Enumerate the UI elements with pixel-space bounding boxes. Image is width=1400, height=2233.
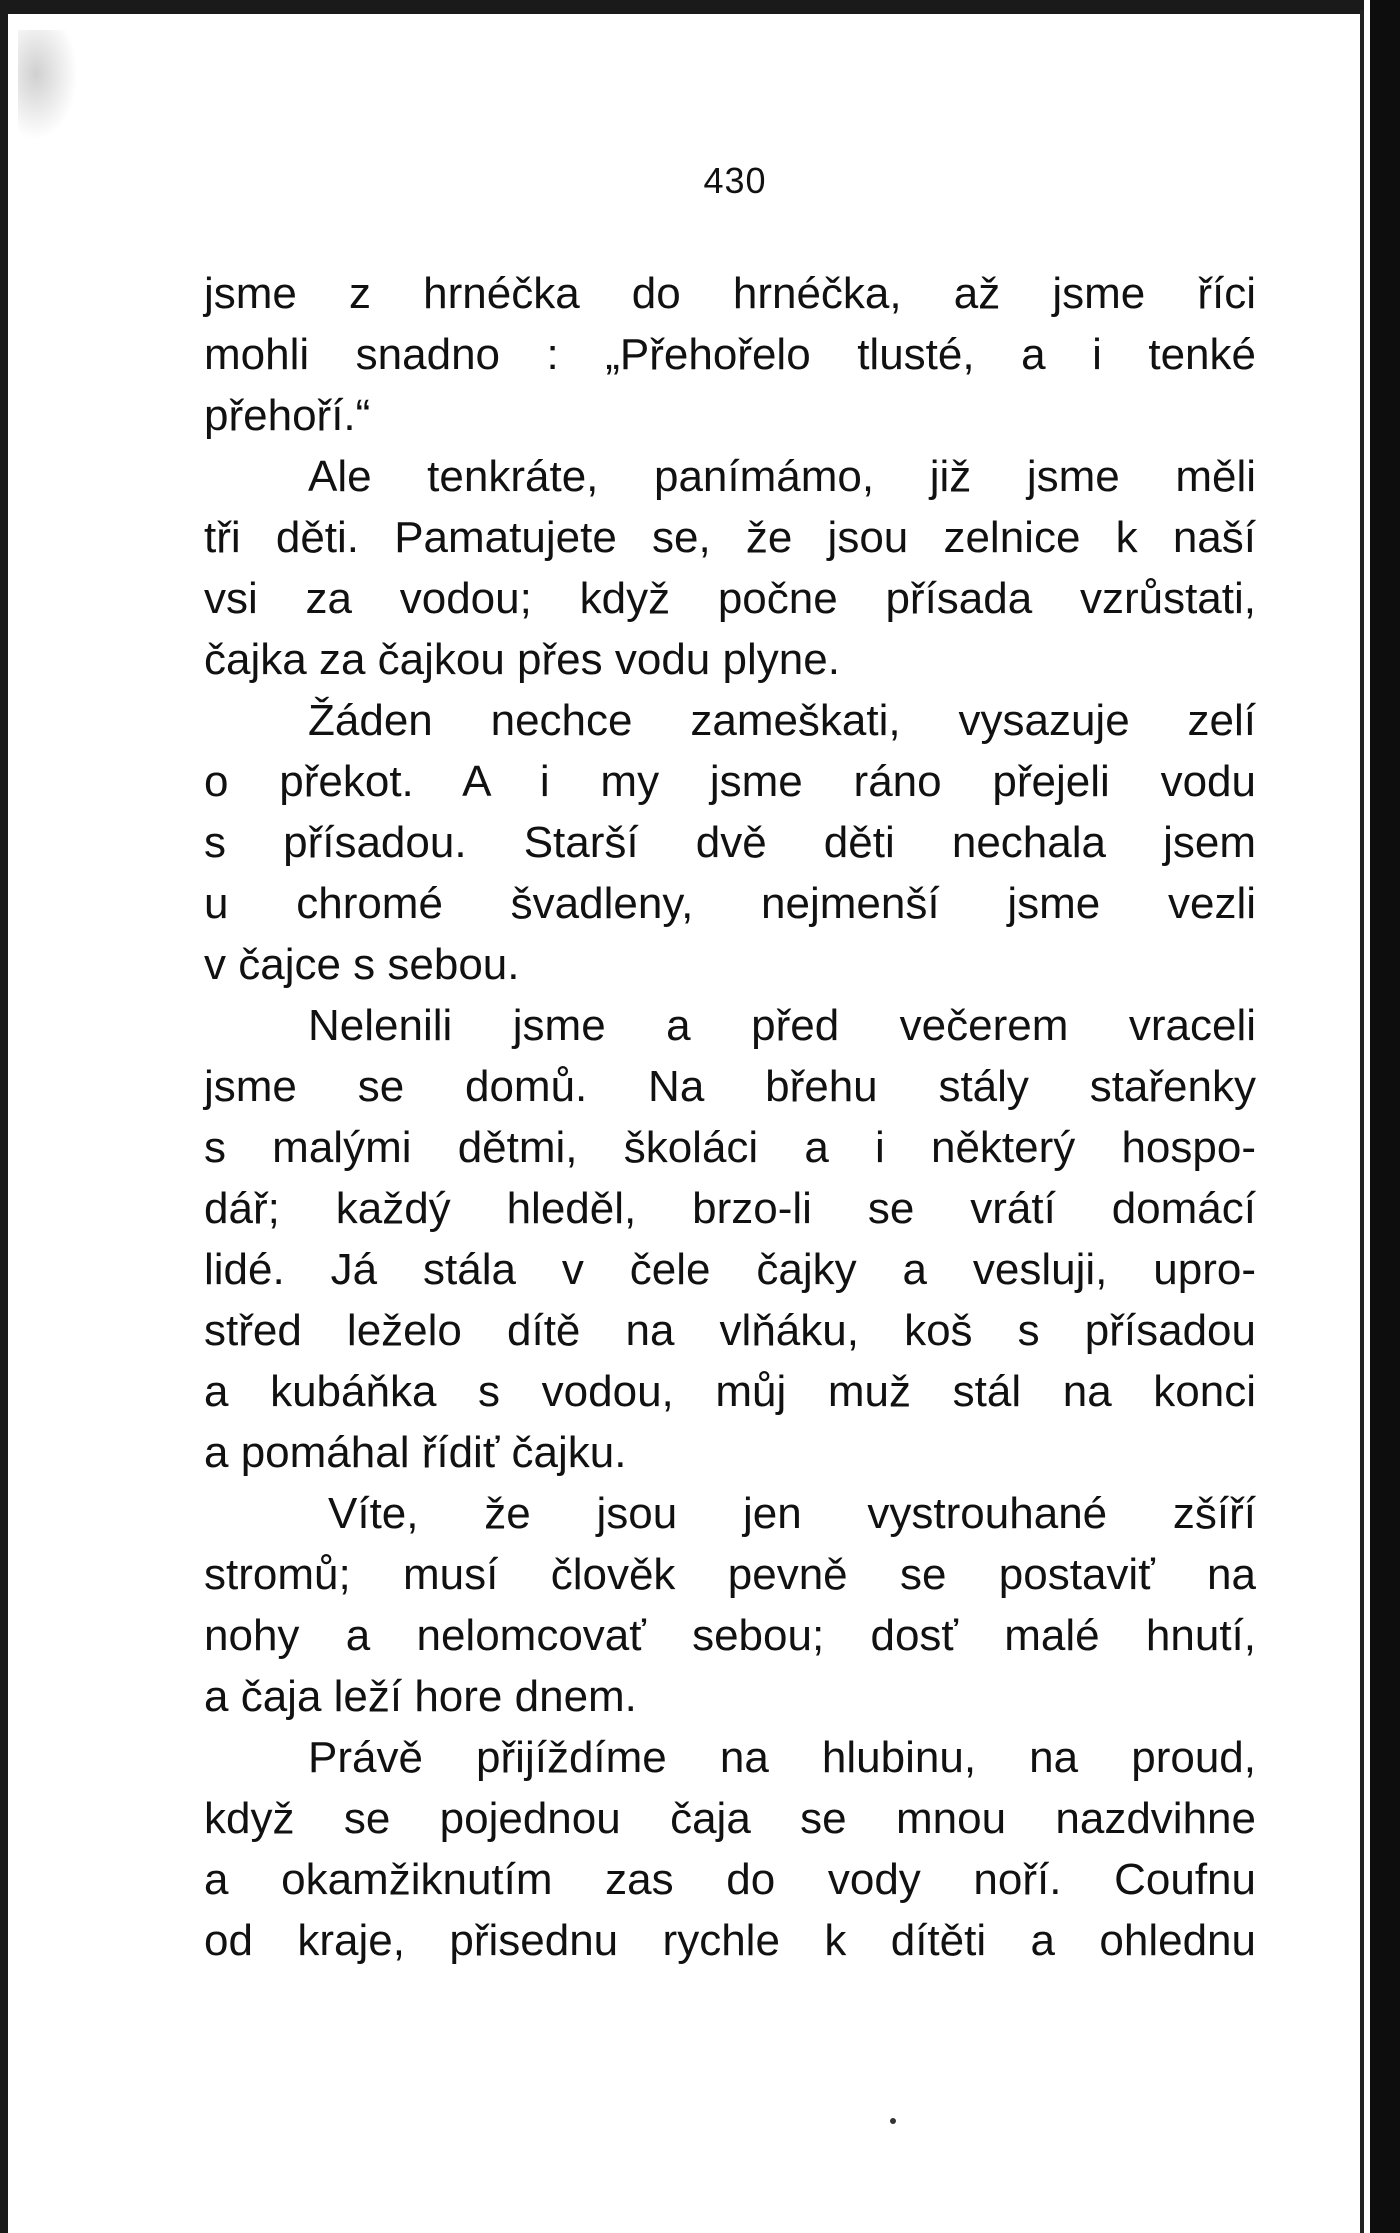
text-line: střed leželo dítě na vlňáku, koš s přísadou bbox=[204, 1306, 1256, 1355]
text-line: stromů; musí člověk pevně se postaviť na bbox=[204, 1550, 1256, 1599]
text-line: čajka za čajkou přes vodu plyne. bbox=[204, 635, 840, 684]
body-text bbox=[204, 263, 1256, 1971]
text-line: a kubáňka s vodou, můj muž stál na konci bbox=[204, 1367, 1256, 1416]
text-line: vsi za vodou; když počne přísada vzrůstati, bbox=[204, 574, 1256, 623]
text-line: a pomáhal řídiť čajku. bbox=[204, 1428, 627, 1477]
text-line: dář; každý hleděl, brzo-li se vrátí domácí bbox=[204, 1184, 1256, 1233]
text-line: jsme se domů. Na břehu stály stařenky bbox=[204, 1062, 1256, 1111]
text-line: o překot. A i my jsme ráno přejeli vodu bbox=[204, 757, 1256, 806]
text-line: Žáden nechce zameškati, vysazuje zelí bbox=[308, 696, 1256, 745]
text-line: u chromé švadleny, nejmenší jsme vezli bbox=[204, 879, 1256, 928]
text-line: jsme z hrnéčka do hrnéčka, až jsme říci bbox=[204, 269, 1256, 318]
text-line: od kraje, přisednu rychle k dítěti a ohlednu bbox=[204, 1916, 1256, 1965]
text-line: nohy a nelomcovať sebou; dosť malé hnutí, bbox=[204, 1611, 1256, 1660]
scan-speck bbox=[890, 2118, 896, 2124]
text-line: s malými dětmi, školáci a i některý hospo- bbox=[204, 1123, 1256, 1172]
text-line: a okamžiknutím zas do vody noří. Coufnu bbox=[204, 1855, 1256, 1904]
scan-smudge bbox=[18, 30, 78, 140]
text-line: a čaja leží hore dnem. bbox=[204, 1672, 637, 1721]
scan-edge-left bbox=[0, 0, 8, 2233]
text-line: Ale tenkráte, panímámo, již jsme měli bbox=[308, 452, 1256, 501]
scan-edge-right-gap bbox=[1364, 0, 1370, 2233]
text-line: lidé. Já stála v čele čajky a vesluji, upro- bbox=[204, 1245, 1256, 1294]
text-line: přehoří.“ bbox=[204, 391, 371, 440]
text-line: s přísadou. Starší dvě děti nechala jsem bbox=[204, 818, 1256, 867]
text-line: Právě přijíždíme na hlubinu, na proud, bbox=[308, 1733, 1256, 1782]
page-number: 430 bbox=[703, 160, 767, 201]
scan-edge-top bbox=[0, 0, 1400, 14]
text-line: mohli snadno : „Přehořelo tlusté, a i tenké bbox=[204, 330, 1256, 379]
text-line: když se pojednou čaja se mnou nazdvihne bbox=[204, 1794, 1256, 1843]
text-line: v čajce s sebou. bbox=[204, 940, 520, 989]
scan-edge-right bbox=[1370, 0, 1400, 2233]
text-line: Víte, že jsou jen vystrouhané zšíří bbox=[328, 1489, 1256, 1538]
text-line: Nelenili jsme a před večerem vraceli bbox=[308, 1001, 1256, 1050]
scan-edge-right-line bbox=[1360, 10, 1364, 2233]
text-line: tři děti. Pamatujete se, že jsou zelnice k naší bbox=[204, 513, 1256, 562]
